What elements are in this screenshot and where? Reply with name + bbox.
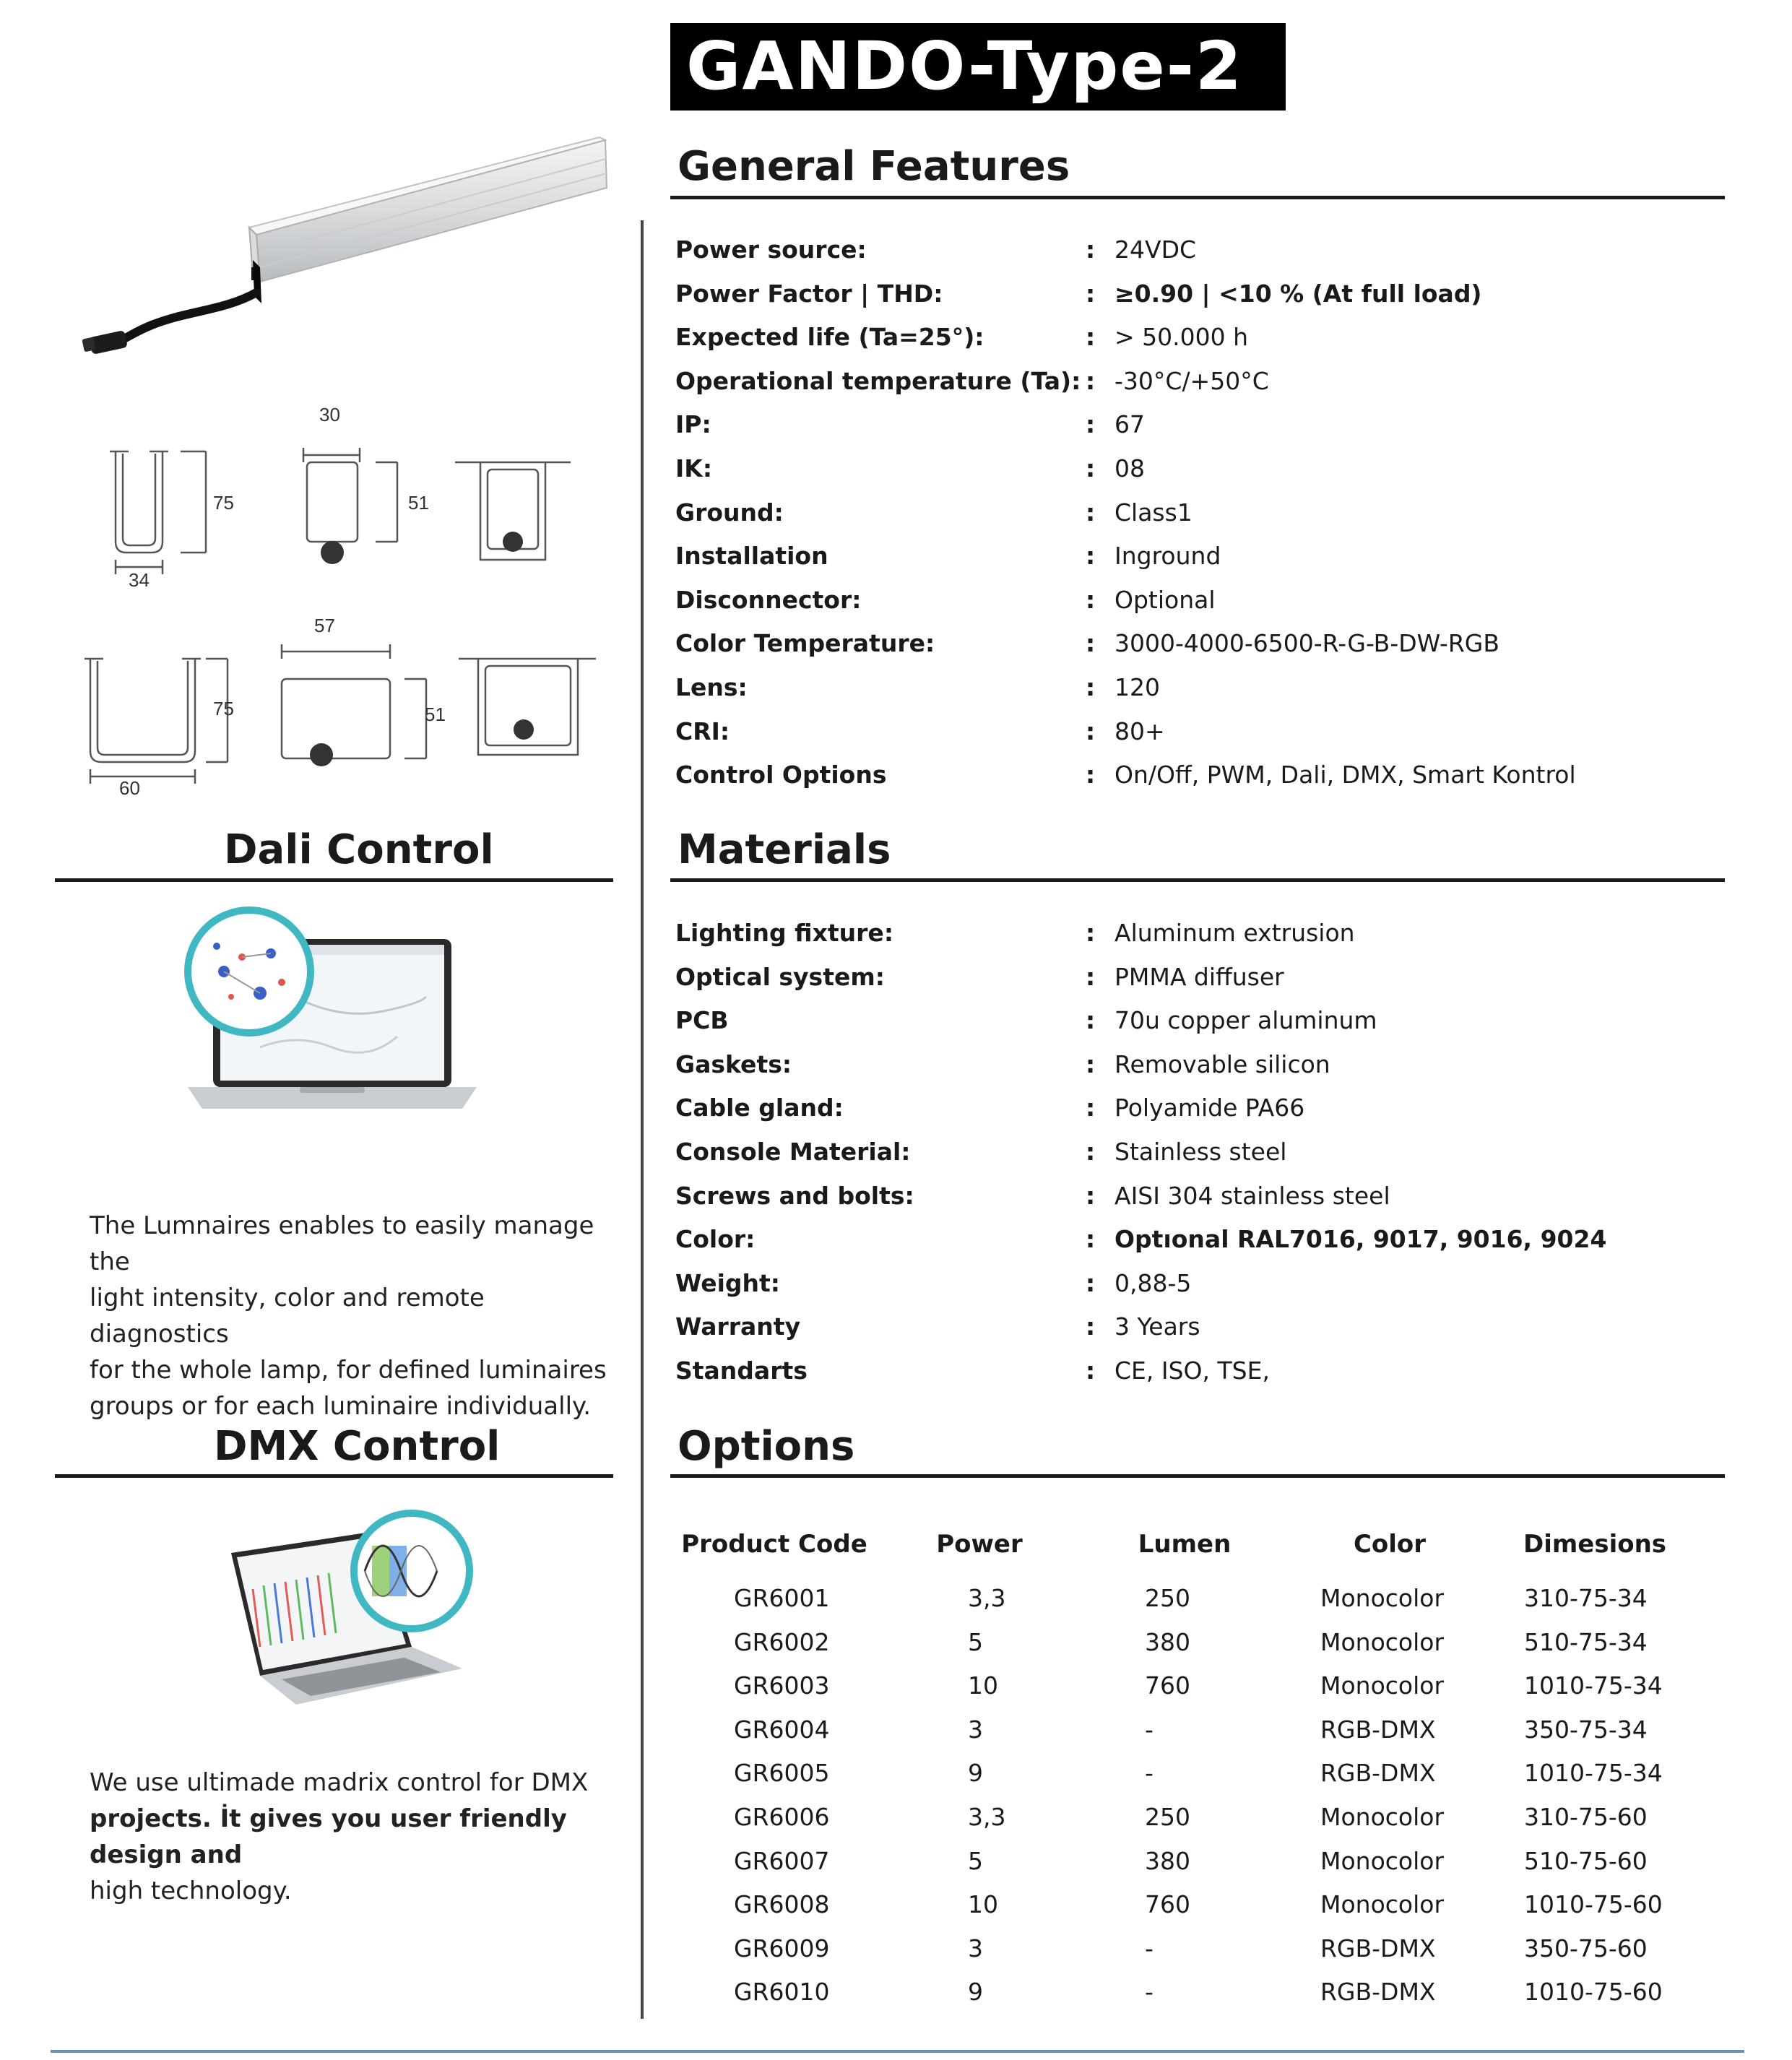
spec-value: AISI 304 stainless steel <box>1114 1181 1390 1210</box>
table-cell: 3 <box>968 1934 983 1962</box>
spec-colon: : <box>1086 1094 1096 1122</box>
text-line: The Lumnaires enables to easily manage the <box>90 1211 594 1276</box>
spec-row <box>675 1043 1687 1086</box>
table-cell: 3,3 <box>968 1584 1006 1612</box>
table-cell: 5 <box>968 1846 983 1875</box>
spec-value: On/Off, PWM, Dali, DMX, Smart Kontrol <box>1114 761 1576 789</box>
spec-row <box>675 447 1687 490</box>
spec-label: Installation <box>675 542 828 571</box>
table-cell: 760 <box>1145 1671 1190 1700</box>
table-cell: 380 <box>1145 1627 1190 1656</box>
spec-label: Warranty <box>675 1312 801 1341</box>
text-line: high technology. <box>90 1877 292 1905</box>
table-cell: GR6010 <box>734 1978 830 2007</box>
spec-value: -30°C/+50°C <box>1114 366 1269 395</box>
spec-colon: : <box>1086 542 1096 571</box>
section-rule <box>55 1474 613 1478</box>
dmx-heading: DMX Control <box>214 1423 501 1470</box>
spec-row <box>675 1349 1687 1393</box>
spec-label: Console Material: <box>675 1138 911 1166</box>
table-cell: RGB-DMX <box>1320 1715 1436 1744</box>
table-cell: 9 <box>968 1759 983 1788</box>
text-line: groups or for each luminaire individually. <box>90 1392 592 1421</box>
table-cell: 510-75-34 <box>1524 1627 1648 1656</box>
text-line: for the whole lamp, for defined luminaires <box>90 1356 607 1385</box>
spec-value: 80+ <box>1114 717 1165 745</box>
table-cell: 350-75-34 <box>1524 1715 1648 1744</box>
dim-label: 30 <box>319 404 340 425</box>
spec-label: Ground: <box>675 498 784 527</box>
spec-colon: : <box>1086 323 1096 352</box>
table-cell: GR6004 <box>734 1715 830 1744</box>
spec-colon: : <box>1086 1356 1096 1385</box>
spec-row <box>675 912 1687 955</box>
table-cell: - <box>1145 1978 1153 2007</box>
spec-row <box>675 1130 1687 1174</box>
dim-label: 75 <box>213 492 234 514</box>
spec-colon: : <box>1086 366 1096 395</box>
table-cell: 510-75-60 <box>1524 1846 1648 1875</box>
spec-value: 67 <box>1114 410 1145 439</box>
spec-label: Lens: <box>675 673 748 701</box>
dim-label: 34 <box>129 569 150 591</box>
spec-value: Removable silicon <box>1114 1050 1330 1078</box>
spec-colon: : <box>1086 1006 1096 1035</box>
text-line: We use ultimade madrix control for DMX <box>90 1768 589 1797</box>
spec-value: 08 <box>1114 454 1145 482</box>
section-rule <box>670 196 1725 199</box>
spec-label: Gaskets: <box>675 1050 792 1078</box>
spec-colon: : <box>1086 585 1096 614</box>
dim-label: 60 <box>119 777 140 799</box>
spec-row <box>675 360 1687 403</box>
table-cell: RGB-DMX <box>1320 1934 1436 1962</box>
dali-description <box>90 1208 624 1424</box>
spec-colon: : <box>1086 498 1096 527</box>
text-line: projects. İt gives you user friendly design and <box>90 1804 567 1869</box>
spec-row <box>675 316 1687 359</box>
spec-value: 0,88-5 <box>1114 1268 1192 1297</box>
spec-colon: : <box>1086 279 1096 308</box>
table-cell: 250 <box>1145 1584 1190 1612</box>
table-cell: 310-75-34 <box>1524 1584 1648 1612</box>
spec-row <box>675 228 1687 272</box>
spec-row <box>675 403 1687 446</box>
table-cell: 10 <box>968 1890 998 1919</box>
table-cell: 1010-75-34 <box>1524 1759 1663 1788</box>
table-cell: 10 <box>968 1671 998 1700</box>
materials-heading: Materials <box>678 826 891 873</box>
spec-colon: : <box>1086 919 1096 947</box>
spec-value: Class1 <box>1114 498 1192 527</box>
table-cell: 380 <box>1145 1846 1190 1875</box>
spec-value: > 50.000 h <box>1114 323 1249 352</box>
spec-value: 3000-4000-6500-R-G-B-DW-RGB <box>1114 629 1499 658</box>
dmx-laptop-image <box>209 1502 484 1712</box>
table-cell: GR6002 <box>734 1627 830 1656</box>
spec-row <box>675 999 1687 1042</box>
spec-value: ≥0.90 | <10 % (At full load) <box>1114 279 1482 308</box>
dmx-description <box>90 1765 639 1909</box>
spec-label: IP: <box>675 410 711 439</box>
spec-label: CRI: <box>675 717 730 745</box>
table-cell: 3 <box>968 1715 983 1744</box>
text-line: light intensity, color and remote diagnostics <box>90 1284 485 1349</box>
table-cell: - <box>1145 1934 1153 1962</box>
spec-value: Stainless steel <box>1114 1138 1287 1166</box>
spec-label: Weight: <box>675 1268 781 1297</box>
spec-label: Cable gland: <box>675 1094 844 1122</box>
spec-colon: : <box>1086 673 1096 701</box>
table-header: Product Code <box>681 1530 867 1559</box>
product-image <box>79 130 614 376</box>
table-header: Power <box>936 1530 1023 1559</box>
table-cell: 9 <box>968 1978 983 2007</box>
spec-value: 24VDC <box>1114 235 1197 264</box>
spec-value: CE, ISO, TSE, <box>1114 1356 1270 1385</box>
spec-colon: : <box>1086 629 1096 658</box>
footer-rule <box>51 2050 1744 2053</box>
spec-colon: : <box>1086 1138 1096 1166</box>
spec-label: Power Factor | THD: <box>675 279 943 308</box>
options-heading: Options <box>678 1423 855 1470</box>
table-cell: Monocolor <box>1320 1890 1445 1919</box>
table-cell: 310-75-60 <box>1524 1803 1648 1831</box>
spec-value: 120 <box>1114 673 1160 701</box>
spec-row <box>675 753 1687 797</box>
spec-row <box>675 1086 1687 1130</box>
table-cell: 250 <box>1145 1803 1190 1831</box>
spec-value: Optional <box>1114 585 1216 614</box>
table-cell: Monocolor <box>1320 1671 1445 1700</box>
page-title: GANDO-Type-2 <box>686 27 1243 105</box>
spec-label: Disconnector: <box>675 585 862 614</box>
spec-row <box>675 1305 1687 1349</box>
table-cell: - <box>1145 1715 1153 1744</box>
table-cell: 760 <box>1145 1890 1190 1919</box>
table-cell: GR6008 <box>734 1890 830 1919</box>
spec-colon: : <box>1086 410 1096 439</box>
spec-label: Color Temperature: <box>675 629 935 658</box>
spec-row <box>675 535 1687 578</box>
spec-row <box>675 272 1687 316</box>
spec-label: Optical system: <box>675 962 885 991</box>
spec-value: 70u copper aluminum <box>1114 1006 1377 1035</box>
table-cell: 5 <box>968 1627 983 1656</box>
dali-heading: Dali Control <box>224 826 494 873</box>
table-cell: RGB-DMX <box>1320 1759 1436 1788</box>
table-cell: Monocolor <box>1320 1846 1445 1875</box>
table-cell: GR6001 <box>734 1584 830 1612</box>
table-cell: GR6003 <box>734 1671 830 1700</box>
spec-label: Screws and bolts: <box>675 1181 914 1210</box>
general-features-heading: General Features <box>678 143 1070 190</box>
spec-colon: : <box>1086 1050 1096 1078</box>
spec-row <box>675 1174 1687 1218</box>
spec-label: Lighting fixture: <box>675 919 894 947</box>
table-cell: Monocolor <box>1320 1627 1445 1656</box>
dim-label: 51 <box>408 492 429 514</box>
table-cell: Monocolor <box>1320 1584 1445 1612</box>
table-cell: 3,3 <box>968 1803 1006 1831</box>
dali-laptop-image <box>173 903 477 1120</box>
spec-row <box>675 491 1687 535</box>
spec-label: Expected life (Ta=25°): <box>675 323 984 352</box>
table-cell: GR6007 <box>734 1846 830 1875</box>
column-divider <box>641 220 644 2019</box>
spec-colon: : <box>1086 717 1096 745</box>
cross-section-diagrams <box>65 397 614 809</box>
spec-label: Operational temperature (Ta): <box>675 366 1081 395</box>
table-header: Color <box>1353 1530 1427 1559</box>
dim-label: 57 <box>314 615 335 636</box>
spec-value: 3 Years <box>1114 1312 1200 1341</box>
spec-label: IK: <box>675 454 713 482</box>
spec-row <box>675 1218 1687 1261</box>
table-cell: GR6009 <box>734 1934 830 1962</box>
spec-colon: : <box>1086 454 1096 482</box>
spec-colon: : <box>1086 1225 1096 1254</box>
dim-label: 51 <box>425 704 446 725</box>
spec-colon: : <box>1086 761 1096 789</box>
section-rule <box>55 878 613 882</box>
table-header: Lumen <box>1138 1530 1232 1559</box>
spec-value: PMMA diffuser <box>1114 962 1284 991</box>
spec-row <box>675 622 1687 665</box>
spec-value: Inground <box>1114 542 1221 571</box>
table-cell: 1010-75-60 <box>1524 1890 1663 1919</box>
spec-row <box>675 956 1687 999</box>
spec-value: Polyamide PA66 <box>1114 1094 1305 1122</box>
spec-label: Control Options <box>675 761 887 789</box>
table-cell: 1010-75-60 <box>1524 1978 1663 2007</box>
spec-row <box>675 666 1687 709</box>
table-cell: RGB-DMX <box>1320 1978 1436 2007</box>
table-cell: 1010-75-34 <box>1524 1671 1663 1700</box>
spec-label: PCB <box>675 1006 729 1035</box>
table-cell: GR6006 <box>734 1803 830 1831</box>
table-cell: - <box>1145 1759 1153 1788</box>
section-rule <box>670 878 1725 882</box>
spec-label: Power source: <box>675 235 867 264</box>
spec-row <box>675 1262 1687 1305</box>
spec-colon: : <box>1086 962 1096 991</box>
spec-row <box>675 579 1687 622</box>
table-cell: Monocolor <box>1320 1803 1445 1831</box>
spec-value: Aluminum extrusion <box>1114 919 1355 947</box>
spec-colon: : <box>1086 1268 1096 1297</box>
spec-colon: : <box>1086 1181 1096 1210</box>
dim-label: 75 <box>213 698 234 719</box>
spec-label: Standarts <box>675 1356 808 1385</box>
table-header: Dimesions <box>1523 1530 1667 1559</box>
spec-row <box>675 710 1687 753</box>
table-cell: GR6005 <box>734 1759 830 1788</box>
section-rule <box>670 1474 1725 1478</box>
spec-value: Optıonal RAL7016, 9017, 9016, 9024 <box>1114 1225 1607 1254</box>
spec-colon: : <box>1086 235 1096 264</box>
spec-colon: : <box>1086 1312 1096 1341</box>
spec-label: Color: <box>675 1225 756 1254</box>
table-cell: 350-75-60 <box>1524 1934 1648 1962</box>
